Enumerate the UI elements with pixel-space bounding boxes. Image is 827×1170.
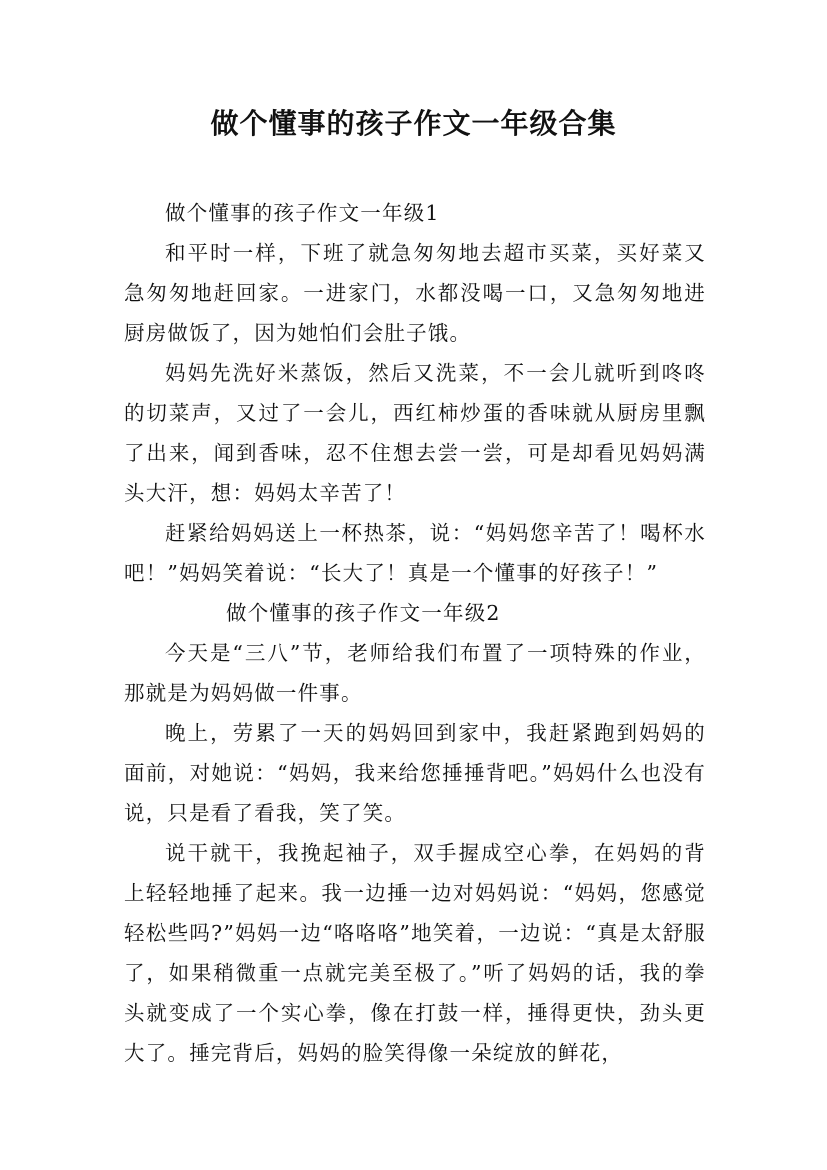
essay-2-paragraph-1: 今天是“三八”节，老师给我们布置了一项特殊的作业，那就是为妈妈做一件事。	[124, 641, 706, 705]
essay-1-paragraph-3: 赶紧给妈妈送上一杯热茶，说：“妈妈您辛苦了！喝杯水吧！”妈妈笑着说：“长大了！真是一个懂事的好孩子！”	[124, 521, 706, 585]
essay-2-paragraph-3: 说干就干，我挽起袖子，双手握成空心拳，在妈妈的背上轻轻地捶了起来。我一边捶一边对妈妈说：“妈妈，您感觉轻松些吗?”妈妈一边“咯咯咯”地笑着，一边说：“真是太舒服了，如果稍微重一点就完美至极了。”听了妈妈的话，我的拳头就变成了一个实心拳，像在打鼓一样，捶得更快，劲头更大了。捶完背后，妈妈的脸笑得像一朵绽放的鲜花，	[124, 841, 706, 1065]
essay-1-heading: 做个懂事的孩子作文一年级1	[165, 201, 440, 225]
essay-1-paragraph-1: 和平时一样，下班了就急匆匆地去超市买菜，买好菜又急匆匆地赶回家。一进家门，水都没喝一口，又急匆匆地进厨房做饭了，因为她怕们会肚子饿。	[124, 241, 706, 345]
document-title: 做个懂事的孩子作文一年级合集	[210, 107, 617, 140]
essay-2-paragraph-2: 晚上，劳累了一天的妈妈回到家中，我赶紧跑到妈妈的面前，对她说：“妈妈，我来给您捶捶背吧。”妈妈什么也没有说，只是看了看我，笑了笑。	[124, 721, 706, 825]
essay-1-paragraph-2: 妈妈先洗好米蒸饭，然后又洗菜，不一会儿就听到咚咚的切菜声，又过了一会儿，西红柿炒蛋的香味就从厨房里飘了出来，闻到香味，忍不住想去尝一尝，可是却看见妈妈满头大汗，想：妈妈太辛苦了！	[124, 361, 706, 505]
essay-2-heading: 做个懂事的孩子作文一年级2	[226, 601, 501, 625]
document-body	[124, 193, 706, 1073]
